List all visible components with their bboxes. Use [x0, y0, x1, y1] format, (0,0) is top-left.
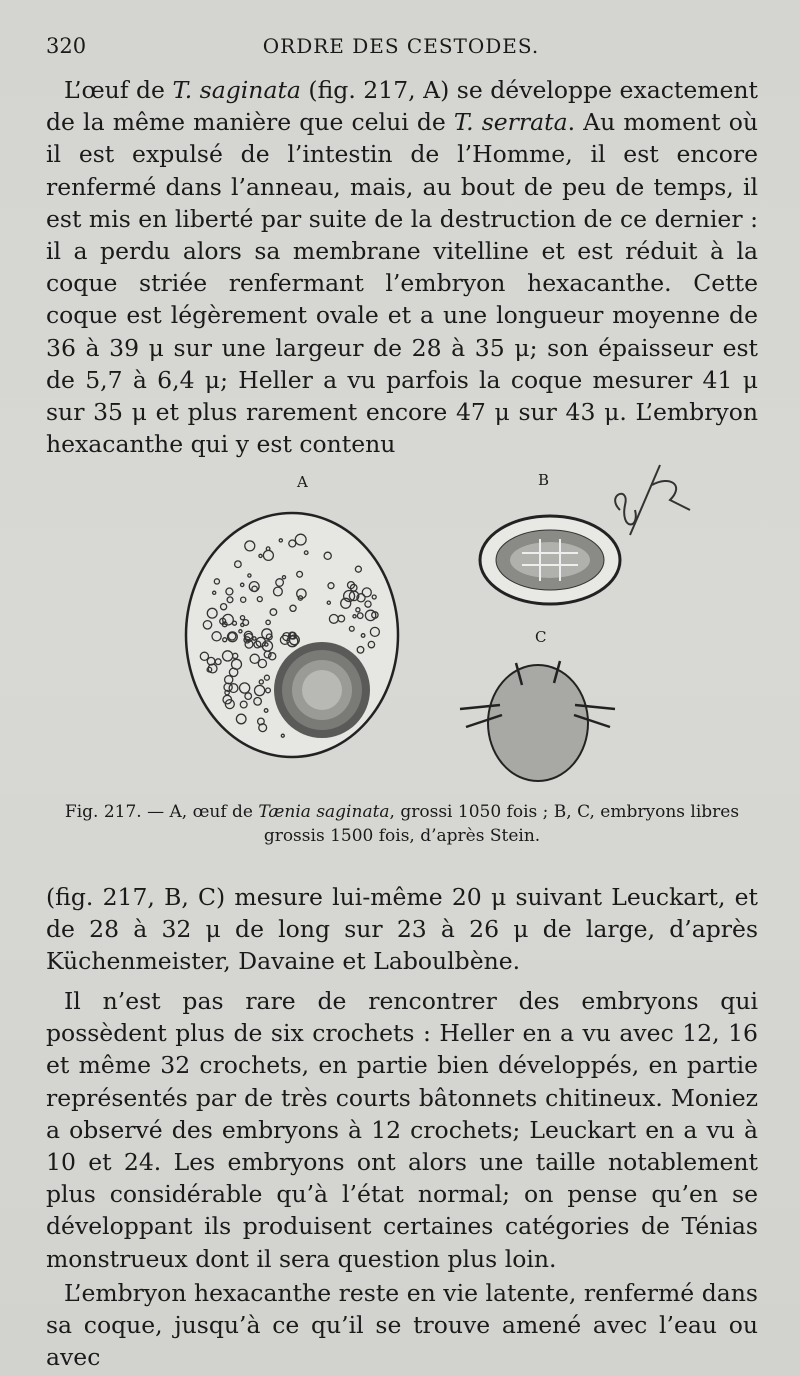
species-name: T. saginata [172, 76, 301, 104]
embryon-c-drawing [460, 661, 615, 781]
figure-illustration [170, 465, 630, 795]
paragraph-embryo-size: (fig. 217, B, C) mesure lui-même 20 μ suivant Leuckart, et de 28 à 32 μ de long sur 23 à 26 μ de large, d’après Küchenmeister, Davaine et Laboulbène. [46, 883, 758, 976]
handwritten-annotation [600, 455, 700, 545]
paragraph-egg-development: L’œuf de T. saginata (fig. 217, A) se développe exactement de la même manière que celui de T. serrata. Au moment où il est expulsé de l’intestin de l’Homme, il est encore renfermé dans l’anneau, mais, au bout de peu de temps, il est mis en liberté par suite de la destruction de ce dernier : il a perdu alors sa membrane vitelline et est réduit à la coque striée renfermant l’embryon hexacanthe. Cette coque est légèrement ovale et a une longueur moyenne de 36 à 39 μ sur une largeur de 28 à 35 μ; son épaisseur est de 5,7 à 6,4 μ; Heller a vu parfois la coque mesurer 41 μ sur 35 μ et plus rarement encore 47 μ sur 43 μ. L’embryon hexacanthe qui y est contenu [46, 76, 759, 459]
running-title: ORDRE DES CESTODES. [262, 34, 540, 58]
figure-label-c: C [535, 628, 547, 646]
embryon-b-drawing [480, 516, 620, 604]
figure-label-b: B [538, 471, 550, 489]
page-number: 320 [46, 34, 87, 58]
figure-caption: Fig. 217. — A, œuf de Tænia saginata, grossi 1050 fois ; B, C, embryons libres grossis 1500 fois, d’après Stein. [64, 802, 740, 846]
paragraph-latent-life: L’embryon hexacanthe reste en vie latente, renfermé dans sa coque, jusqu’à ce qu’il se trouve amené avec l’eau ou avec [46, 1279, 758, 1372]
species-name: T. serrata [453, 108, 568, 137]
figure-217 [170, 465, 630, 795]
figure-label-a: A [297, 473, 308, 491]
species-name: Tænia saginata [258, 802, 390, 822]
paragraph-extra-hooks: Il n’est pas rare de rencontrer des embryons qui possèdent plus de six crochets : Heller en a vu avec 12, 16 et même 32 crochets, en partie bien développés, en partie représentés par de très courts bâtonnets chitineux. Moniez a observé des embryons à 12 crochets; Leuckart en a vu à 10 et 24. Les embryons ont alors une taille notablement plus considérable qu’à l’état normal; on pense qu’en se développant ils produisent certaines catégories de Ténias monstrueux dont il sera question plus loin. [46, 987, 758, 1273]
running-head [46, 34, 756, 64]
egg-a-drawing [186, 513, 398, 757]
